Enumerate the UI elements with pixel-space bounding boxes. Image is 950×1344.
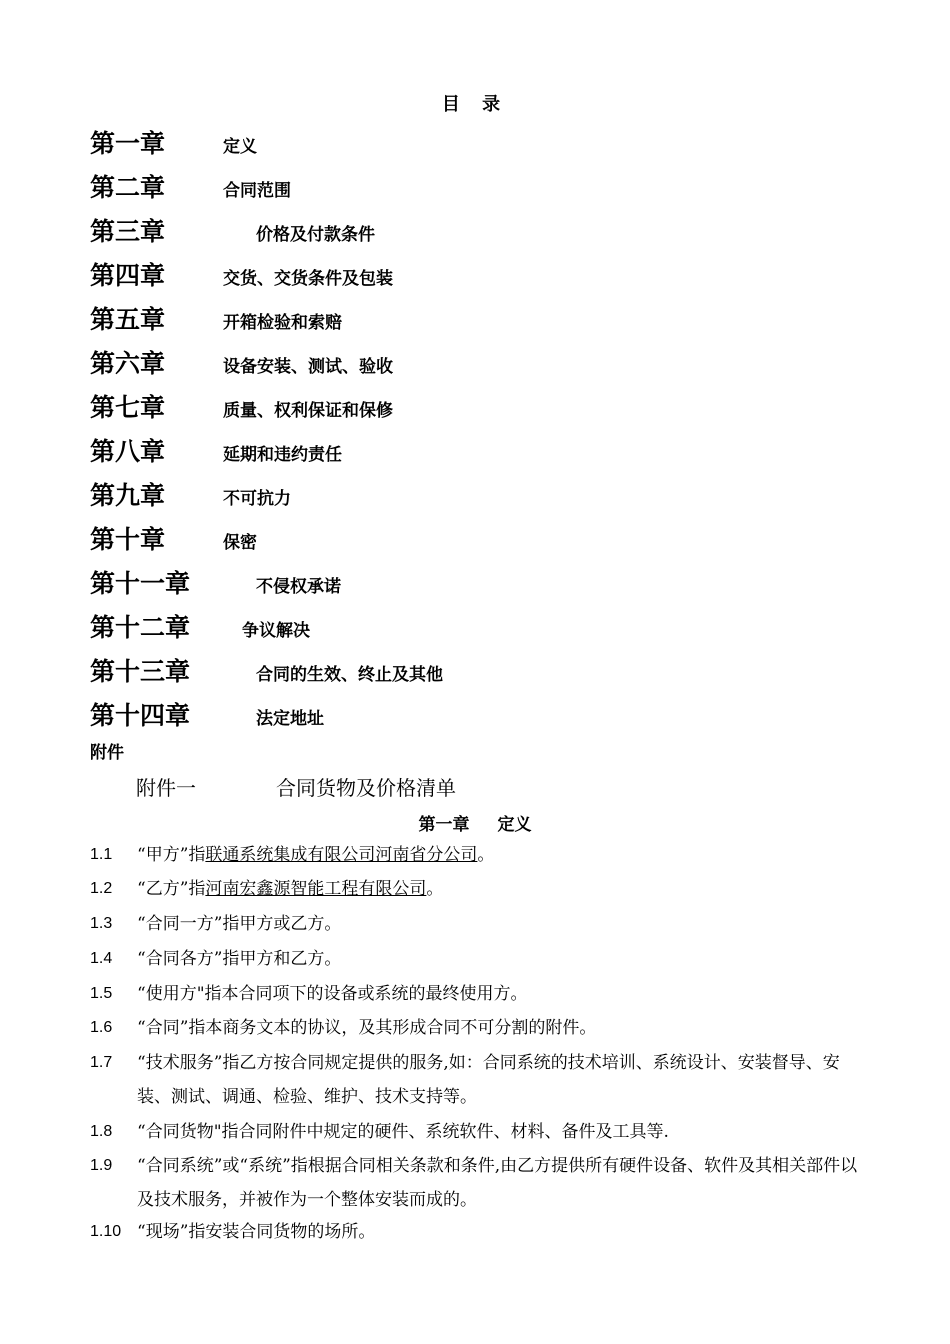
- definition-number: 1.6: [90, 1019, 113, 1036]
- definition-number: 1.3: [90, 915, 113, 932]
- toc-chapter-number: 第七章: [90, 393, 166, 422]
- toc-chapter-number: 第二章: [90, 173, 166, 202]
- toc-chapter-number: 第十一章: [90, 569, 191, 598]
- definition-text: “合同各方”指甲方和乙方。: [137, 949, 342, 969]
- definition-number: 1.2: [90, 880, 113, 897]
- toc-chapter-number: 第一章: [90, 129, 166, 158]
- definition-text: “合同”指本商务文本的协议，及其形成合同不可分割的附件。: [137, 1018, 597, 1038]
- definition-text-tail: 。: [477, 845, 495, 865]
- toc-chapter-title: 交货、交货条件及包装: [223, 269, 393, 289]
- appendix-item: [136, 772, 456, 801]
- definition-text: [137, 872, 870, 906]
- definition-item: [90, 1149, 870, 1217]
- definition-number: 1.10: [90, 1223, 122, 1240]
- definition-item: [90, 1046, 870, 1114]
- definition-text: “技术服务”指乙方按合同规定提供的服务,如：合同系统的技术培训、系统设计、安装督导、安装、测试、调通、检验、维护、技术支持等。: [137, 1053, 840, 1107]
- party-name-underlined: 联通系统集成有限公司河南省分公司: [205, 845, 478, 865]
- chapter-heading: [0, 810, 950, 835]
- definition-number: 1.9: [90, 1157, 113, 1174]
- toc-chapter-number: 第五章: [90, 305, 166, 334]
- definition-item: [90, 1011, 870, 1045]
- chapter-title: 定义: [497, 815, 532, 835]
- definition-text-tail: 。: [426, 879, 444, 899]
- toc-chapter-number: 第十四章: [90, 701, 191, 730]
- toc-chapter-title: 合同的生效、终止及其他: [256, 665, 443, 685]
- definition-item: [90, 872, 870, 906]
- toc-chapter-title: 争议解决: [242, 621, 310, 641]
- definition-item: [90, 1115, 870, 1149]
- party-name-underlined: 河南宏鑫源智能工程有限公司: [205, 879, 427, 899]
- toc-chapter-title: 设备安装、测试、验收: [223, 357, 393, 377]
- definition-item: [90, 1215, 870, 1249]
- toc-chapter-title: 开箱检验和索赔: [223, 313, 342, 333]
- definition-item: [90, 838, 870, 872]
- appendix-label: 附件: [90, 743, 124, 763]
- definition-item: [90, 907, 870, 941]
- definition-number: 1.1: [90, 846, 113, 863]
- appendix-item-number: 附件一: [136, 776, 196, 800]
- toc-title: 目 录: [441, 94, 509, 115]
- toc-chapter-number: 第四章: [90, 261, 166, 290]
- definition-item: [90, 942, 870, 976]
- toc-chapter-number: 第十三章: [90, 657, 191, 686]
- toc-chapter-title: 不可抗力: [223, 489, 291, 509]
- definition-text: “合同一方”指甲方或乙方。: [137, 914, 342, 934]
- appendix-item-title: 合同货物及价格清单: [276, 776, 456, 800]
- definition-text-lead: “甲方”指: [137, 845, 206, 865]
- definition-text: “合同系统”或“系统”指根据合同相关条款和条件,由乙方提供所有硬件设备、软件及其相关部件以及技术服务，并被作为一个整体安装而成的。: [137, 1156, 858, 1210]
- toc-chapter-title: 不侵权承诺: [256, 577, 341, 597]
- toc-chapter-title: 价格及付款条件: [256, 225, 375, 245]
- chapter-number: 第一章: [418, 815, 470, 835]
- toc-chapter-number: 第十章: [90, 525, 166, 554]
- definition-number: 1.4: [90, 950, 113, 967]
- definition-text: “现场”指安装合同货物的场所。: [137, 1222, 376, 1242]
- toc-chapter-number: 第十二章: [90, 613, 191, 642]
- toc-chapter-title: 合同范围: [223, 181, 291, 201]
- toc-chapter-number: 第三章: [90, 217, 166, 246]
- definition-text: “合同货物"指合同附件中规定的硬件、系统软件、材料、备件及工具等.: [137, 1122, 669, 1142]
- toc-chapter-title: 保密: [223, 533, 257, 553]
- toc-chapter-number: 第六章: [90, 349, 166, 378]
- definition-number: 1.5: [90, 985, 113, 1002]
- toc-chapter-number: 第九章: [90, 481, 166, 510]
- definition-text: [137, 838, 870, 872]
- toc-chapter-title: 质量、权利保证和保修: [223, 401, 393, 421]
- toc-chapter-title: 延期和违约责任: [223, 445, 342, 465]
- definition-text-lead: “乙方”指: [137, 879, 206, 899]
- toc-chapter-title: 法定地址: [256, 709, 324, 729]
- toc-chapter-title: 定义: [223, 137, 257, 157]
- definition-number: 1.7: [90, 1054, 113, 1071]
- toc-chapter-number: 第八章: [90, 437, 166, 466]
- definition-text: “使用方"指本合同项下的设备或系统的最终使用方。: [137, 984, 528, 1004]
- definition-item: [90, 977, 870, 1011]
- definition-number: 1.8: [90, 1123, 113, 1140]
